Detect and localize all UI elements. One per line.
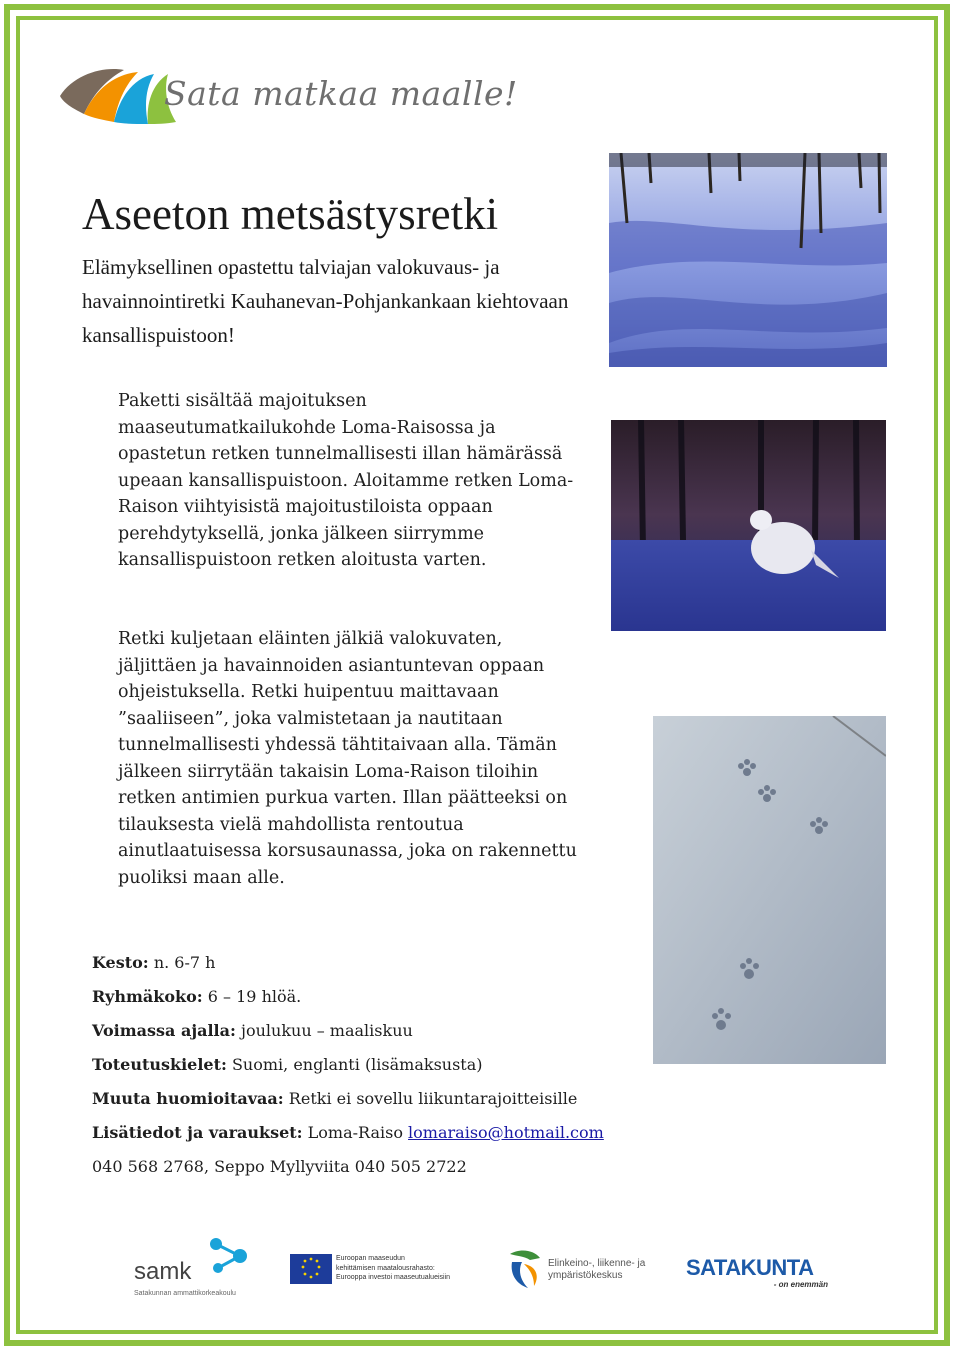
eu-line-3: Eurooppa investoi maaseutualueisiin [336, 1274, 451, 1281]
eu-flag-icon [290, 1254, 332, 1284]
animal-tracks-photo [653, 716, 886, 1064]
details-list [92, 950, 604, 1188]
satakunta-tagline: - on enemmän [773, 1280, 828, 1289]
samk-name: samk [134, 1258, 192, 1285]
eu-line-1: Euroopan maaseudun [336, 1255, 405, 1262]
samk-logo [134, 1234, 254, 1304]
eu-maaseutu-logo [290, 1254, 460, 1288]
languages-row: Toteutuskielet: Suomi, englanti (lisämaksusta) [92, 1055, 483, 1074]
email-link[interactable]: lomaraiso@hotmail.com [408, 1123, 604, 1142]
notes-row: Muuta huomioitavaa: Retki ei sovellu liikuntarajoitteisille [92, 1089, 578, 1108]
satakunta-logo [686, 1256, 832, 1294]
ely-keskus-logo [506, 1248, 656, 1292]
satakunta-name: SATAKUNTA [686, 1255, 814, 1280]
logo-text: Sata matkaa maalle! [164, 74, 518, 113]
ptarmigan-photo [611, 420, 886, 631]
snowy-forest-photo [609, 153, 887, 367]
ely-line-2: ympäristökeskus [548, 1270, 623, 1281]
contact-row: Lisätiedot ja varaukset: Loma-Raiso lomaraiso@hotmail.com [92, 1123, 604, 1142]
group-size-row: Ryhmäkoko: 6 – 19 hlöä. [92, 987, 302, 1006]
duration-row: Kesto: n. 6-7 h [92, 953, 216, 972]
intro-text: Elämyksellinen opastettu talviajan valokuvaus- ja havainnointiretki Kauhanevan-Pohjankankaan kiehtovaan kansallispuistoon! [82, 255, 569, 347]
samk-subtitle: Satakunnan ammattikorkeakoulu [134, 1290, 236, 1297]
paragraph-package: Paketti sisältää majoituksen maaseutumatkailukohde Loma-Raisossa ja opastetun retken tunnelmallisesti illan hämärässä upeaan kansallispuistoon. Aloitamme retken Loma-Raison viihtyisistä majoitustiloista oppaan perehdytyksellä, jonka jälkeen siirrymme kansallispuistoon retken aloitusta varten. [118, 391, 574, 570]
ely-line-1: Elinkeino-, liikenne- ja [548, 1258, 646, 1269]
eu-line-2: kehittämisen maatalousrahasto: [336, 1264, 435, 1272]
paragraph-trip: Retki kuljetaan eläinten jälkiä valokuvaten, jäljittäen ja havainnoiden asiantuntevan oppaan ohjeistuksella. Retki huipentuu maittavaan ”saaliiseen”, joka valmistetaan ja nautitaan tunnelmallisesti yhdessä tähtitaivaan alla. Tämän jälkeen siirrytään takaisin Loma-Raison tiloihin retken antimien purkua varten. Illan päätteeksi on tilauksesta vielä mahdollista rentoutua ainutlaatuisessa korsusaunassa, joka on rakennettu puoliksi maan alle. [118, 629, 577, 888]
validity-row: Voimassa ajalla: joulukuu – maaliskuu [92, 1021, 413, 1040]
phones-row: 040 568 2768, Seppo Myllyviita 040 505 2722 [92, 1157, 467, 1176]
page-title: Aseeton metsästysretki [82, 189, 499, 239]
ely-emblem-icon [506, 1248, 544, 1290]
